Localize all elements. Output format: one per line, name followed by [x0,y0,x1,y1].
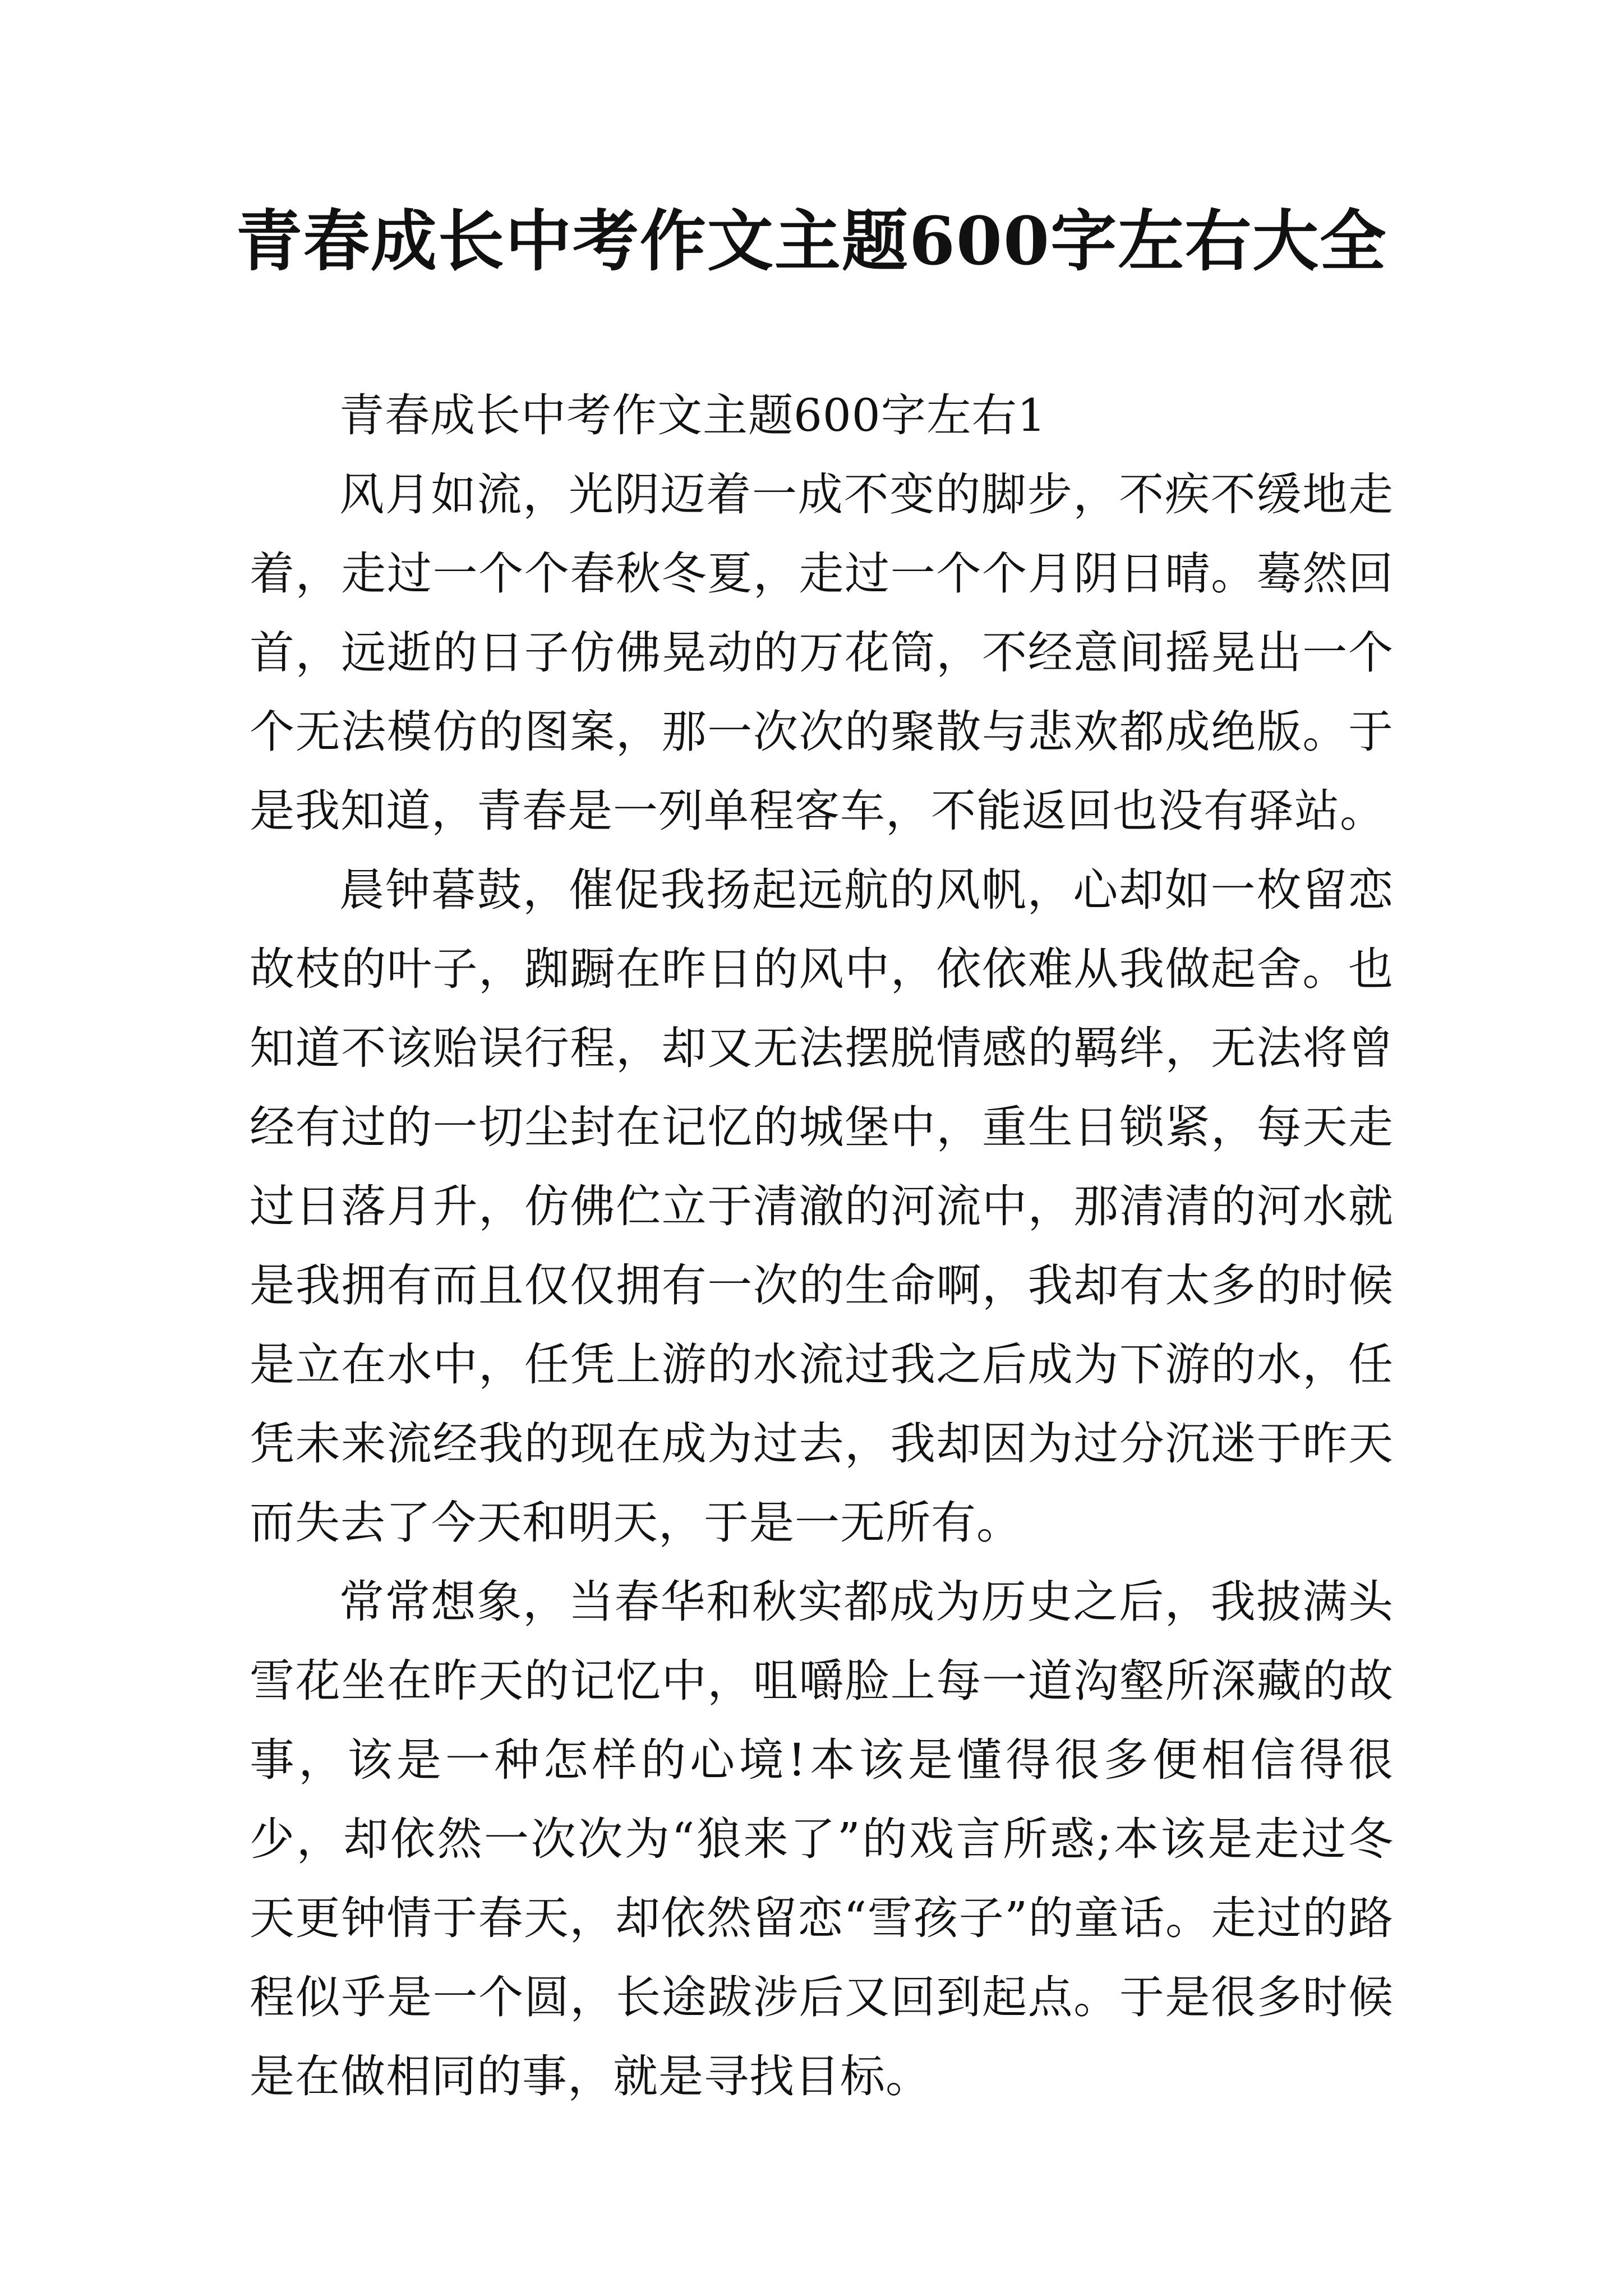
paragraph-1: 风月如流，光阴迈着一成不变的脚步，不疾不缓地走着，走过一个个春秋冬夏，走过一个个月阴日晴。蓦然回首，远逝的日子仿佛晃动的万花筒，不经意间摇晃出一个个无法模仿的图案，那一次次的聚散与悲欢都成绝版。于是我知道，青春是一列单程客车，不能返回也没有驿站。 [250,468,1394,837]
section-heading: 青春成长中考作文主题600字左右1 [339,389,1046,441]
paragraph-3: 常常想象，当春华和秋实都成为历史之后，我披满头雪花坐在昨天的记忆中，咀嚼脸上每一道沟壑所深藏的故事，该是一种怎样的心境!本该是懂得很多便相信得很少，却依然一次次为“狼来了”的戏言所惑;本该是走过冬天更钟情于春天，却依然留恋“雪孩子”的童话。走过的路程似乎是一个圆，长途跋涉后又回到起点。于是很多时候是在做相同的事，就是寻找目标。 [250,1576,1394,2102]
document-body [250,376,1394,2116]
paragraph-2: 晨钟暮鼓，催促我扬起远航的风帆，心却如一枚留恋故枝的叶子，踟蹰在昨日的风中，依依难从我做起舍。也知道不该贻误行程，却又无法摆脱情感的羁绊，无法将曾经有过的一切尘封在记忆的城堡中，重生日锁紧，每天走过日落月升，仿佛伫立于清澈的河流中，那清清的河水就是我拥有而且仅仅拥有一次的生命啊，我却有太多的时候是立在水中，任凭上游的水流过我之后成为下游的水，任凭未来流经我的现在成为过去，我却因为过分沉迷于昨天而失去了今天和明天，于是一无所有。 [250,864,1394,1549]
document-title: 青春成长中考作文主题600字左右大全 [236,202,1387,280]
